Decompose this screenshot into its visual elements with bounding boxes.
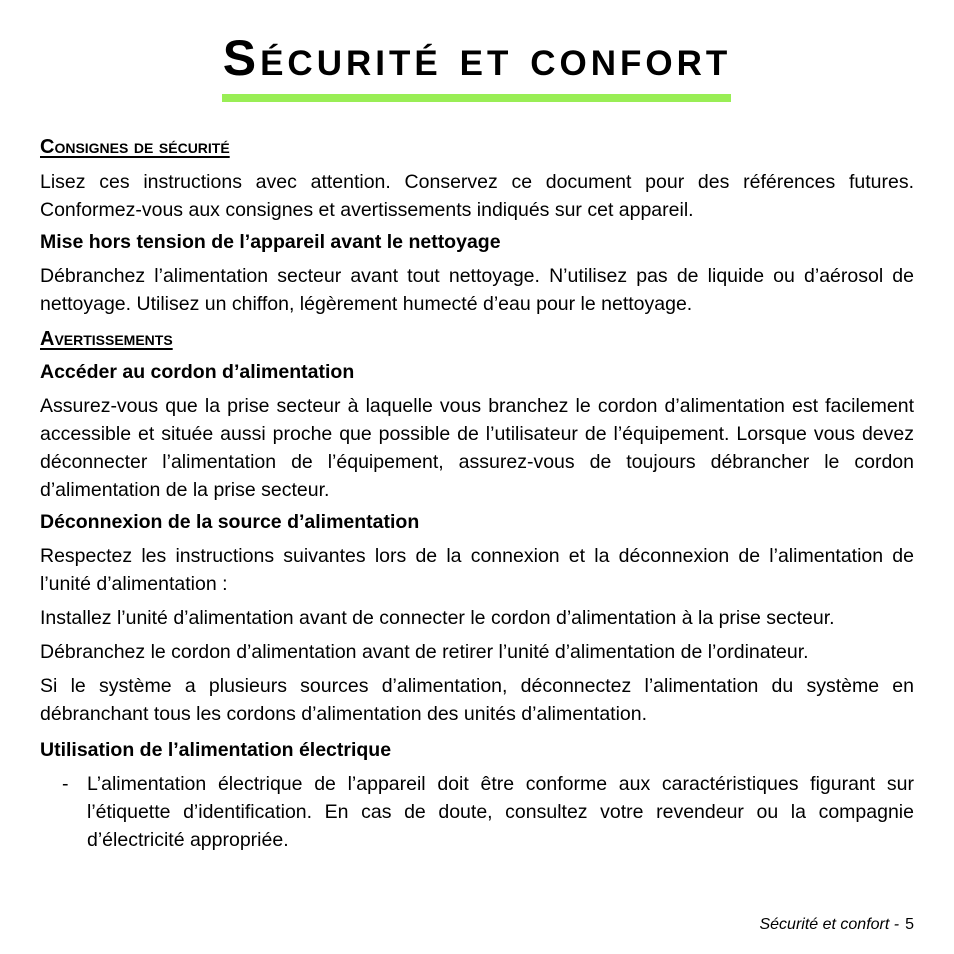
paragraph-deconnexion-4: Si le système a plusieurs sources d’alimentation, déconnectez l’alimentation du système en débranchant tous les cordons d’alimentation des unités d’alimentation. bbox=[40, 675, 914, 725]
subheading-deconnexion: Déconnexion de la source d’alimentation bbox=[40, 511, 420, 533]
list-item-text: L’alimentation électrique de l’appareil doit être conforme aux caractéristiques figurant sur l’étiquette d’identification. En cas de doute, consultez votre revendeur ou la compagnie d’électricité appropriée. bbox=[87, 773, 914, 851]
bullet-dash: - bbox=[62, 773, 69, 795]
document-body bbox=[40, 136, 914, 854]
paragraph-consignes-intro: Lisez ces instructions avec attention. Conservez ce document pour des références futures. Conformez-vous aux consignes et avertissements indiqués sur cet appareil. bbox=[40, 171, 914, 221]
subheading-mise-hors-tension: Mise hors tension de l’appareil avant le nettoyage bbox=[40, 231, 501, 253]
section-heading-consignes: Consignes de sécurité bbox=[40, 136, 230, 158]
title-underline-rule bbox=[222, 94, 731, 102]
paragraph-deconnexion-1: Respectez les instructions suivantes lors de la connexion et la déconnexion de l’alimentation de l’unité d’alimentation : bbox=[40, 545, 914, 595]
paragraph-deconnexion-3: Débranchez le cordon d’alimentation avant de retirer l’unité d’alimentation de l’ordinateur. bbox=[40, 641, 809, 663]
subheading-utilisation: Utilisation de l’alimentation électrique bbox=[40, 739, 392, 761]
page-number: 5 bbox=[905, 916, 914, 933]
page-footer bbox=[759, 916, 914, 934]
paragraph-deconnexion-2: Installez l’unité d’alimentation avant de connecter le cordon d’alimentation à la prise secteur. bbox=[40, 607, 835, 629]
paragraph-mise-hors-tension: Débranchez l’alimentation secteur avant tout nettoyage. N’utilisez pas de liquide ou d’aérosol de nettoyage. Utilisez un chiffon, légèrement humecté d’eau pour le nettoyage. bbox=[40, 265, 914, 315]
footer-label: Sécurité et confort - bbox=[759, 916, 900, 933]
list-item-utilisation bbox=[40, 770, 914, 854]
paragraph-acceder-cordon: Assurez-vous que la prise secteur à laquelle vous branchez le cordon d’alimentation est facilement accessible et située aussi proche que possible de l’utilisateur de l’équipement. Lorsque vous devez déconnecter l’alimentation de l’équipement, assurez-vous de toujours débrancher le cordon d’alimentation de la prise secteur. bbox=[40, 395, 914, 501]
section-heading-avertissements: Avertissements bbox=[40, 328, 173, 350]
page-title: Sécurité et confort bbox=[222, 30, 732, 86]
subheading-acceder-cordon: Accéder au cordon d’alimentation bbox=[40, 361, 355, 383]
